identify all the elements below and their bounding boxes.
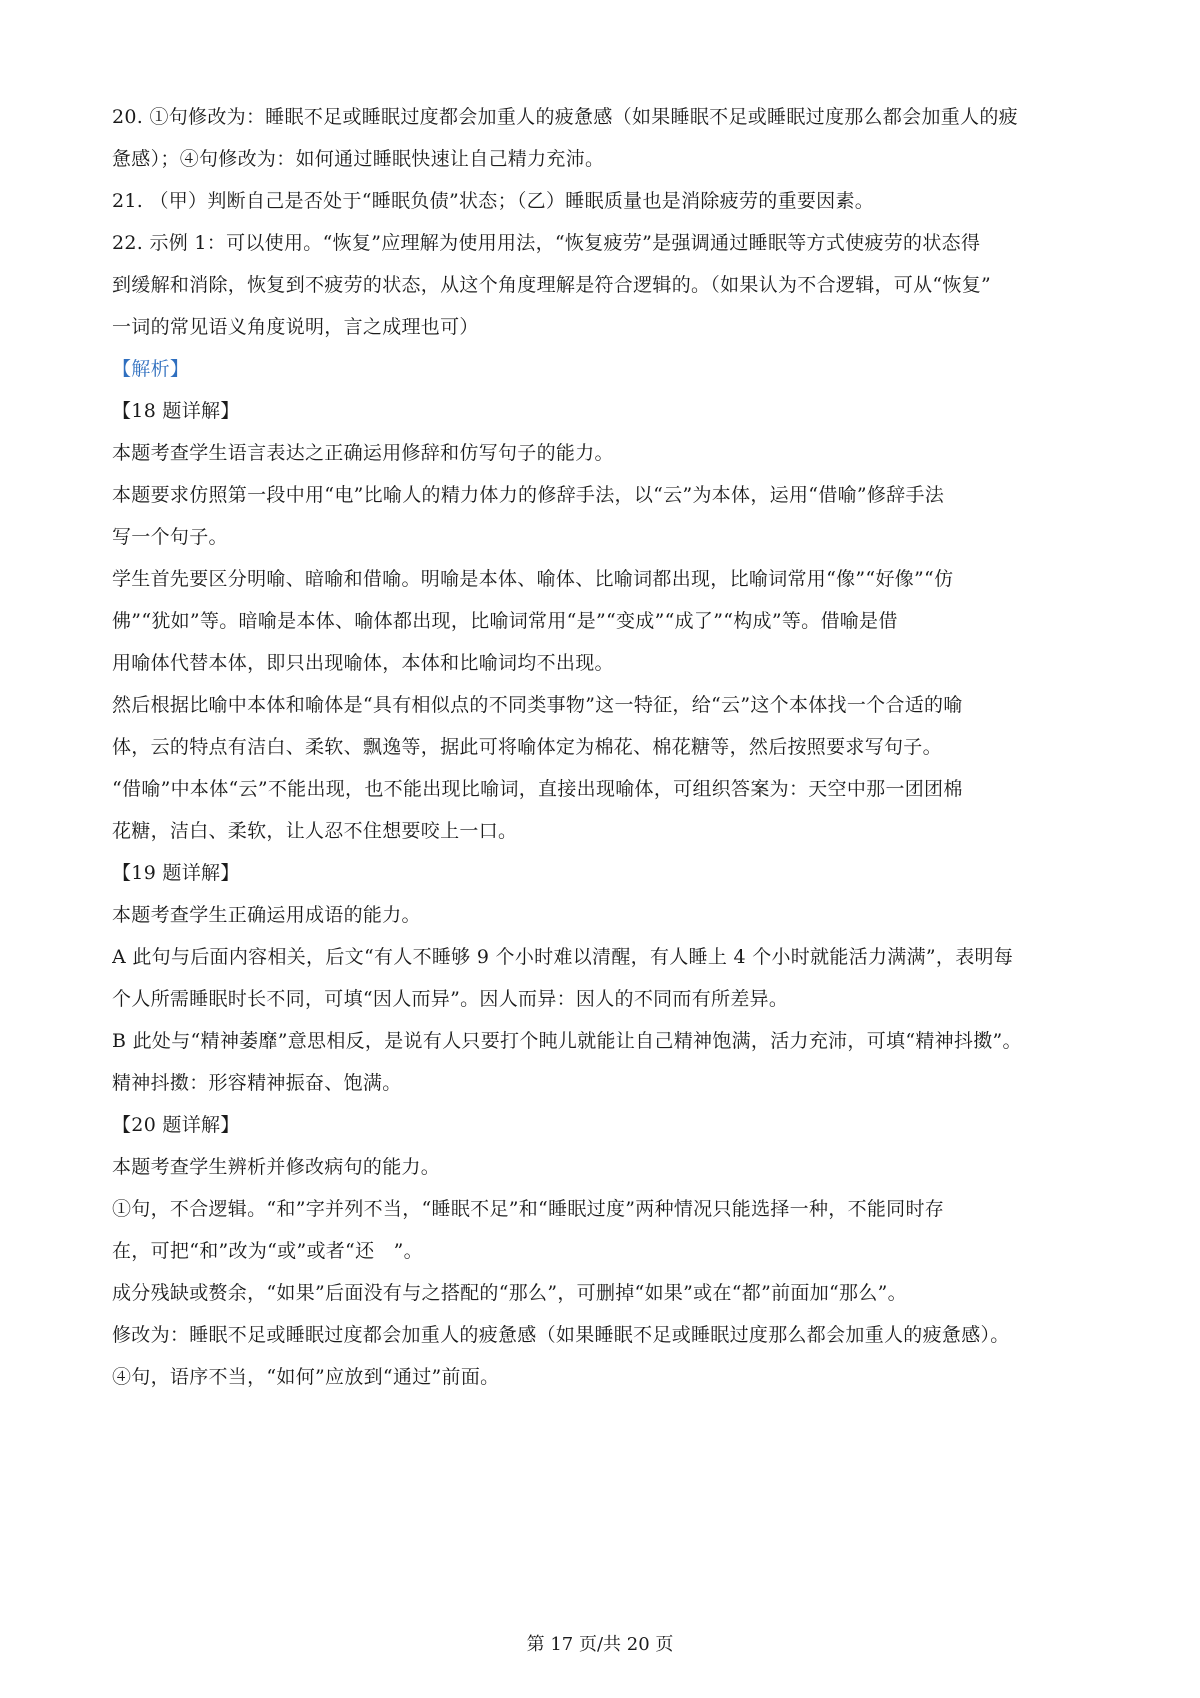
paragraph-line: 本题考查学生语言表达之正确运用修辞和仿写句子的能力。 (112, 442, 614, 464)
paragraph-line: 成分残缺或赘余，“如果”后面没有与之搭配的“那么”，可删掉“如果”或在“都”前面加“那么”。 (112, 1282, 907, 1304)
answer-line: 惫感）；④句修改为：如何通过睡眠快速让自己精力充沛。 (112, 148, 605, 170)
answer-line: 一词的常见语义角度说明，言之成理也可） (112, 316, 479, 338)
paragraph-line: A 此句与后面内容相关，后文“有人不睡够 9 个小时难以清醒，有人睡上 4 个小时就能活力满满”，表明每 (112, 946, 1014, 968)
q20-section (112, 1104, 1102, 1398)
paragraph-line: 花糖，洁白、柔软，让人忍不住想要咬上一口。 (112, 820, 518, 842)
answer-line: 21. （甲）判断自己是否处于“睡眠负债”状态；（乙）睡眠质量也是消除疲劳的重要因素。 (112, 190, 875, 212)
paragraph-line: 体，云的特点有洁白、柔软、飘逸等，据此可将喻体定为棉花、棉花糖等，然后按照要求写句子。 (112, 736, 942, 758)
document-body (112, 96, 1102, 1398)
paragraph-line: ①句，不合逻辑。“和”字并列不当，“睡眠不足”和“睡眠过度”两种情况只能选择一种，不能同时存 (112, 1198, 945, 1220)
paragraph-line: 精神抖擞：形容精神振奋、饱满。 (112, 1072, 402, 1094)
page-footer: 第 17 页/共 20 页 (526, 1634, 674, 1655)
paragraph-line: 然后根据比喻中本体和喻体是“具有相似点的不同类事物”这一特征，给“云”这个本体找一个合适的喻 (112, 694, 963, 716)
paragraph-line: 本题考查学生正确运用成语的能力。 (112, 904, 421, 926)
paragraph-line: 用喻体代替本体，即只出现喻体，本体和比喻词均不出现。 (112, 652, 614, 674)
q19-section (112, 852, 1102, 1104)
answer-line: 22. 示例 1：可以使用。“恢复”应理解为使用用法，“恢复疲劳”是强调通过睡眠等方式使疲劳的状态得 (112, 232, 981, 254)
answer-line: 20. ①句修改为：睡眠不足或睡眠过度都会加重人的疲惫感（如果睡眠不足或睡眠过度那么都会加重人的疲 (112, 106, 1018, 128)
paragraph-line: 本题要求仿照第一段中用“电”比喻人的精力体力的修辞手法，以“云”为本体，运用“借喻”修辞手法 (112, 484, 945, 506)
answer-line: 到缓解和消除，恢复到不疲劳的状态，从这个角度理解是符合逻辑的。（如果认为不合逻辑，可从“恢复” (112, 274, 992, 296)
section-heading: 【18 题详解】 (112, 400, 240, 422)
paragraph-line: 在，可把“和”改为“或”或者“还 ”。 (112, 1240, 423, 1262)
paragraph-line: “借喻”中本体“云”不能出现，也不能出现比喻词，直接出现喻体，可组织答案为：天空中那一团团棉 (112, 778, 963, 800)
paragraph-line: B 此处与“精神萎靡”意思相反，是说有人只要打个盹儿就能让自己精神饱满，活力充沛，可填“精神抖擞”。 (112, 1030, 1022, 1052)
paragraph-line: ④句，语序不当，“如何”应放到“通过”前面。 (112, 1366, 500, 1388)
paragraph-line: 佛”“犹如”等。暗喻是本体、喻体都出现，比喻词常用“是”“变成”“成了”“构成”等。借喻是借 (112, 610, 898, 632)
paragraph-line: 个人所需睡眠时长不同，可填“因人而异”。因人而异：因人的不同而有所差异。 (112, 988, 789, 1010)
paragraph-line: 修改为：睡眠不足或睡眠过度都会加重人的疲惫感（如果睡眠不足或睡眠过度那么都会加重人的疲惫感）。 (112, 1324, 1010, 1346)
answers-block (112, 96, 1102, 348)
paragraph-line: 写一个句子。 (112, 526, 228, 548)
analysis-label: 【解析】 (112, 358, 190, 380)
section-heading: 【20 题详解】 (112, 1114, 240, 1136)
q18-section (112, 390, 1102, 852)
paragraph-line: 本题考查学生辨析并修改病句的能力。 (112, 1156, 441, 1178)
section-heading: 【19 题详解】 (112, 862, 240, 884)
paragraph-line: 学生首先要区分明喻、暗喻和借喻。明喻是本体、喻体、比喻词都出现，比喻词常用“像”“好像”“仿 (112, 568, 954, 590)
